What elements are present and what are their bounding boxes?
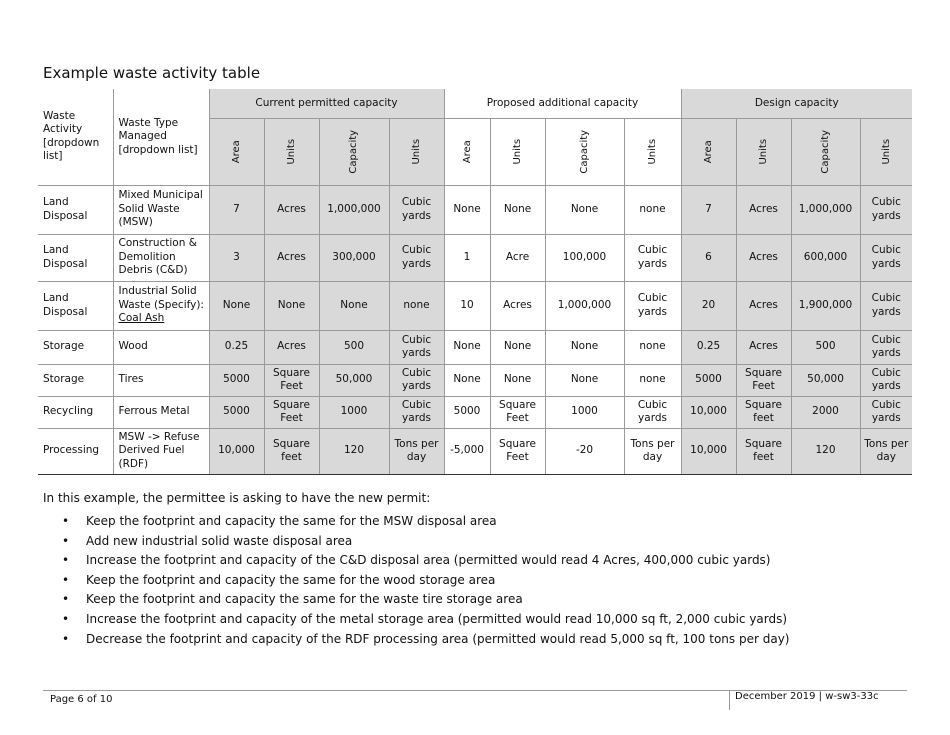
cell-current-capacity: 50,000 [319,364,389,396]
cell-proposed-capacity: None [545,330,624,364]
cell-proposed-capacity: 1000 [545,396,624,428]
table-row [38,396,912,428]
cell-design-units: Acres [736,281,791,330]
table-body [38,185,912,474]
cell-proposed-capacity-units: Cubic yards [624,281,681,330]
intro-text: In this example, the permittee is asking to have the new permit: [43,491,431,505]
waste-type-text: Mixed Municipal Solid Waste (MSW) [118,189,203,229]
header-waste-activity: Waste Activity [dropdown list] [38,89,113,185]
subheader-current-3 [319,118,389,185]
cell-waste-activity: Storage [38,364,113,396]
cell-current-area: 10,000 [209,428,264,474]
header-waste-type: Waste Type Managed [dropdown list] [113,89,209,185]
cell-proposed-capacity-units: none [624,330,681,364]
subheader-proposed-3 [545,118,624,185]
subheader-label: Units [285,138,297,165]
cell-current-capacity-units: Cubic yards [389,396,444,428]
cell-proposed-units: Acres [490,281,545,330]
cell-design-capacity-units: Cubic yards [860,234,912,281]
footer-date-doc: December 2019 | w-sw3-33c [735,691,879,702]
cell-current-capacity-units: Tons per day [389,428,444,474]
table-row [38,330,912,364]
cell-waste-activity: Land Disposal [38,185,113,234]
subheader-proposed-4 [624,118,681,185]
cell-design-capacity: 1,000,000 [791,185,860,234]
cell-current-area: 5000 [209,364,264,396]
bullet-list [62,512,789,649]
cell-design-units: Square Feet [736,364,791,396]
group-header-design: Design capacity [681,89,912,118]
cell-design-capacity: 600,000 [791,234,860,281]
cell-design-capacity: 1,900,000 [791,281,860,330]
subheader-label: Area [702,139,714,164]
cell-design-capacity-units: Cubic yards [860,185,912,234]
bullet-text: Decrease the footprint and capacity of the RDF processing area (permitted would read 5,000 sq ft, 100 tons per day) [86,631,790,646]
cell-design-area: 6 [681,234,736,281]
cell-current-capacity: 500 [319,330,389,364]
bullet-text: Keep the footprint and capacity the same for the MSW disposal area [86,514,497,528]
bullet-icon: • [62,553,70,568]
cell-design-capacity: 500 [791,330,860,364]
bullet-text: Keep the footprint and capacity the same for the wood storage area [86,572,496,587]
waste-activity-table [38,89,912,475]
subheader-current-2 [264,118,319,185]
list-item [62,630,789,650]
cell-proposed-capacity: -20 [545,428,624,474]
cell-current-area: 3 [209,234,264,281]
waste-type-text: Construction & Demolition Debris (C&D) [118,237,197,277]
cell-proposed-area: None [444,185,490,234]
cell-waste-type [113,364,209,396]
cell-design-units: Acres [736,234,791,281]
bullet-text: Increase the footprint and capacity of the C&D disposal area (permitted would read 4 Acres, 400,000 cubic yards) [86,553,771,568]
subheader-label: Area [230,139,242,164]
bullet-icon: • [62,514,70,528]
cell-proposed-capacity: 1,000,000 [545,281,624,330]
cell-design-capacity-units: Cubic yards [860,364,912,396]
cell-design-units: Acres [736,185,791,234]
cell-design-capacity-units: Tons per day [860,428,912,474]
list-item [62,590,789,610]
subheader-label: Capacity [578,129,590,174]
cell-waste-type [113,234,209,281]
subheader-proposed-1 [444,118,490,185]
cell-design-capacity-units: Cubic yards [860,330,912,364]
bullet-text: Keep the footprint and capacity the same for the waste tire storage area [86,592,523,607]
cell-proposed-units: None [490,364,545,396]
cell-design-area: 0.25 [681,330,736,364]
cell-proposed-units: Square Feet [490,396,545,428]
cell-current-capacity-units: Cubic yards [389,330,444,364]
cell-proposed-capacity-units: Cubic yards [624,396,681,428]
cell-waste-activity: Land Disposal [38,234,113,281]
cell-proposed-area: 5000 [444,396,490,428]
subheader-design-4 [860,118,912,185]
group-header-current: Current permitted capacity [209,89,444,118]
cell-current-area: 7 [209,185,264,234]
waste-type-text: Tires [118,373,144,386]
cell-design-area: 7 [681,185,736,234]
bullet-icon: • [62,611,70,626]
bullet-text: Add new industrial solid waste disposal area [86,533,353,548]
table-row [38,185,912,234]
waste-type-text: Ferrous Metal [118,405,190,418]
subheader-proposed-2 [490,118,545,185]
list-item [62,610,789,630]
table-row [38,281,912,330]
subheader-label: Units [880,138,892,165]
subheader-label: Area [461,139,473,164]
cell-current-capacity-units: none [389,281,444,330]
cell-proposed-area: -5,000 [444,428,490,474]
cell-design-capacity: 2000 [791,396,860,428]
cell-current-area: 5000 [209,396,264,428]
cell-proposed-capacity-units: none [624,185,681,234]
cell-current-units: None [264,281,319,330]
bullet-text: Increase the footprint and capacity of the metal storage area (permitted would read 10,000 sq ft, 2,000 cubic yards) [86,611,788,626]
subheader-design-3 [791,118,860,185]
cell-waste-activity: Land Disposal [38,281,113,330]
cell-waste-type [113,281,209,330]
cell-proposed-capacity-units: Cubic yards [624,234,681,281]
cell-waste-type [113,428,209,474]
group-header-proposed: Proposed additional capacity [444,89,681,118]
cell-current-units: Square Feet [264,364,319,396]
cell-current-capacity-units: Cubic yards [389,364,444,396]
cell-current-capacity: 1000 [319,396,389,428]
subheader-label: Units [511,138,523,165]
cell-design-area: 10,000 [681,396,736,428]
cell-design-capacity: 120 [791,428,860,474]
waste-type-text: Wood [118,340,148,353]
cell-design-units: Square feet [736,396,791,428]
subheader-design-2 [736,118,791,185]
subheader-label: Units [410,138,422,165]
subheader-current-4 [389,118,444,185]
waste-type-text: Industrial Solid Waste (Specify): [118,285,204,311]
cell-proposed-units: Square Feet [490,428,545,474]
bullet-icon: • [62,592,70,607]
subheader-label: Units [757,138,769,165]
page-number: Page 6 of 10 [50,694,113,705]
bullet-icon: • [62,631,70,646]
cell-current-capacity: 120 [319,428,389,474]
cell-waste-type [113,396,209,428]
cell-current-units: Square feet [264,428,319,474]
footer-separator [729,690,730,710]
list-item [62,551,789,571]
cell-design-area: 5000 [681,364,736,396]
cell-proposed-capacity-units: none [624,364,681,396]
cell-design-area: 20 [681,281,736,330]
cell-proposed-units: None [490,185,545,234]
list-item [62,532,789,552]
cell-current-units: Acres [264,185,319,234]
subheader-label: Capacity [348,129,360,174]
cell-current-units: Square Feet [264,396,319,428]
bullet-icon: • [62,533,70,548]
cell-current-units: Acres [264,330,319,364]
cell-current-capacity-units: Cubic yards [389,185,444,234]
cell-current-units: Acres [264,234,319,281]
table-row [38,234,912,281]
cell-design-capacity-units: Cubic yards [860,396,912,428]
cell-proposed-capacity: None [545,364,624,396]
subheader-design-1 [681,118,736,185]
cell-design-area: 10,000 [681,428,736,474]
cell-current-capacity: 300,000 [319,234,389,281]
cell-proposed-units: Acre [490,234,545,281]
cell-waste-activity: Processing [38,428,113,474]
subheader-label: Units [646,138,658,165]
cell-proposed-area: 10 [444,281,490,330]
cell-current-area: None [209,281,264,330]
cell-design-units: Acres [736,330,791,364]
cell-proposed-area: None [444,330,490,364]
table-row [38,428,912,474]
cell-proposed-capacity: None [545,185,624,234]
list-item [62,512,789,532]
bullet-icon: • [62,572,70,587]
cell-waste-type [113,330,209,364]
cell-current-capacity: 1,000,000 [319,185,389,234]
list-item [62,571,789,591]
cell-waste-activity: Storage [38,330,113,364]
table-row [38,364,912,396]
cell-current-capacity-units: Cubic yards [389,234,444,281]
cell-design-capacity: 50,000 [791,364,860,396]
page-title: Example waste activity table [43,64,261,82]
waste-type-specified: Coal Ash [118,312,165,325]
cell-proposed-units: None [490,330,545,364]
cell-proposed-area: 1 [444,234,490,281]
waste-type-text: MSW -> Refuse Derived Fuel (RDF) [118,430,200,470]
cell-proposed-area: None [444,364,490,396]
cell-waste-activity: Recycling [38,396,113,428]
cell-current-capacity: None [319,281,389,330]
cell-current-area: 0.25 [209,330,264,364]
cell-design-units: Square feet [736,428,791,474]
cell-waste-type [113,185,209,234]
subheader-current-1 [209,118,264,185]
cell-design-capacity-units: Cubic yards [860,281,912,330]
cell-proposed-capacity-units: Tons per day [624,428,681,474]
cell-proposed-capacity: 100,000 [545,234,624,281]
subheader-label: Capacity [819,129,831,174]
